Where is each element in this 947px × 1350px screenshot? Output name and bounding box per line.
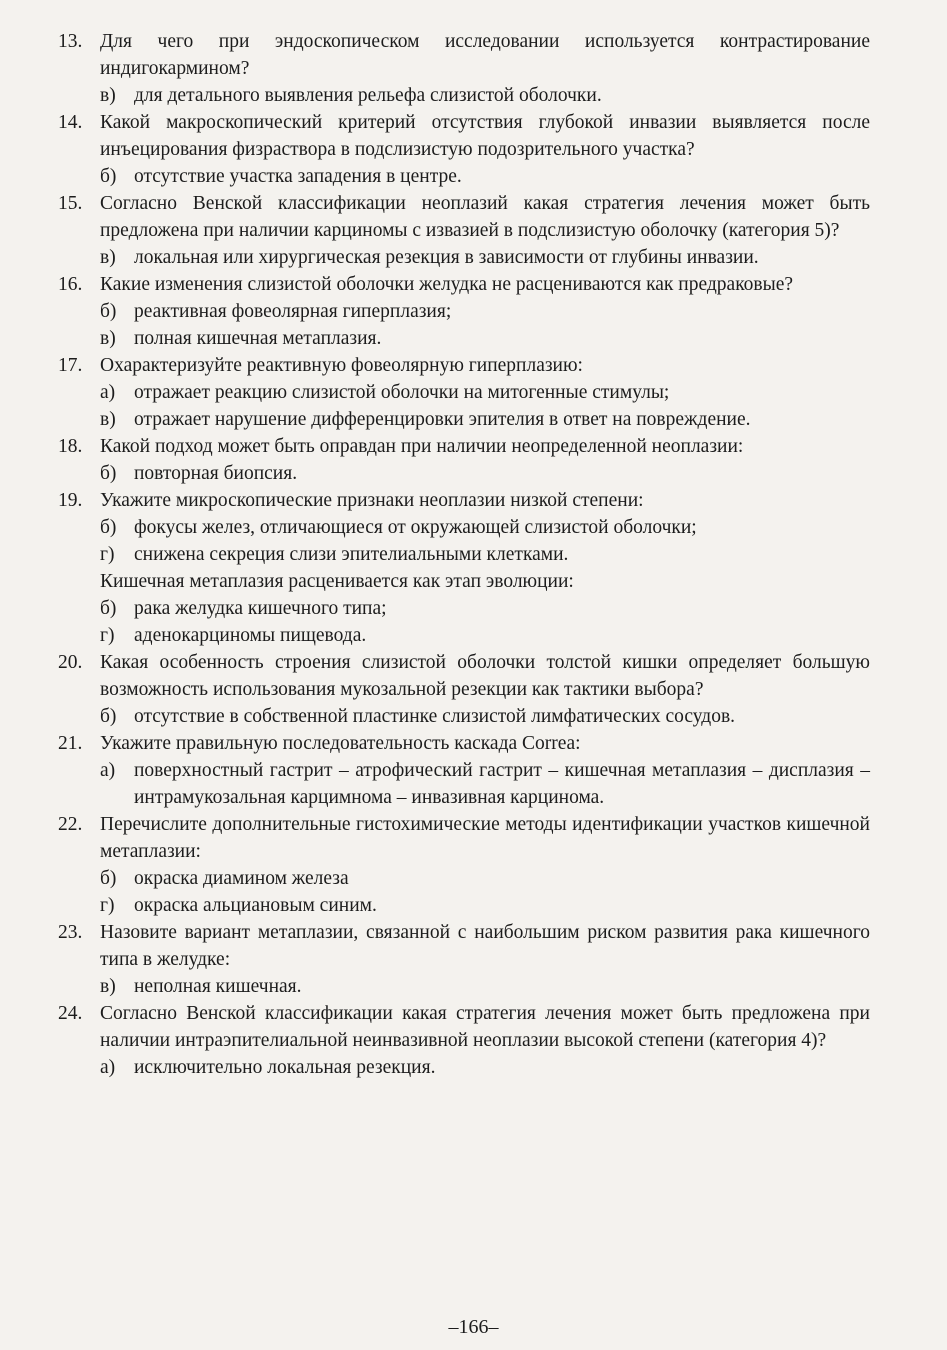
question-text: Для чего при эндоскопическом исследовании используется контрастирование индигокармином? <box>100 31 870 79</box>
question-text: Перечислите дополнительные гистохимические методы идентификации участков кишечной метаплазии: <box>100 814 870 862</box>
question-number: 21. <box>58 733 83 754</box>
answer-item <box>58 163 870 190</box>
answer-item <box>58 595 870 622</box>
question-item <box>58 28 870 82</box>
question-text: Какой подход может быть оправдан при наличии неопределенной неоплазии: <box>100 436 744 457</box>
question-item <box>58 811 870 865</box>
answer-item <box>58 865 870 892</box>
answer-text: снижена секреция слизи эпителиальными клетками. <box>134 544 569 565</box>
answer-letter: в) <box>100 409 116 430</box>
question-number: 20. <box>58 652 83 673</box>
answer-text: локальная или хирургическая резекция в зависимости от глубины инвазии. <box>134 247 759 268</box>
document-page <box>58 28 870 1081</box>
question-number: 24. <box>58 1003 83 1024</box>
answer-letter: а) <box>100 1057 116 1078</box>
question-item <box>58 190 870 244</box>
question-text: Укажите микроскопические признаки неоплазии низкой степени: <box>100 490 644 511</box>
answer-text: неполная кишечная. <box>134 976 302 997</box>
question-text: Согласно Венской классификации какая стратегия лечения может быть предложена при наличии интраэпителиальной неинвазивной неоплазии высокой степени (категория 4)? <box>100 1003 870 1051</box>
answer-text: отсутствие участка западения в центре. <box>134 166 462 187</box>
question-text: Какой макроскопический критерий отсутствия глубокой инвазии выявляется после инъецирования физраствора в подслизистую подозрительного участка? <box>100 112 870 160</box>
question-text: Согласно Венской классификации неоплазий какая стратегия лечения может быть предложена при наличии карциномы с извазией в подслизистую оболочку (категория 5)? <box>100 193 870 241</box>
question-number: 19. <box>58 490 83 511</box>
answer-item <box>58 514 870 541</box>
question-text: Укажите правильную последовательность каскада Correa: <box>100 733 581 754</box>
answer-text: отсутствие в собственной пластинке слизистой лимфатических сосудов. <box>134 706 736 727</box>
answer-letter: г) <box>100 625 115 646</box>
question-text: Охарактеризуйте реактивную фовеолярную гиперплазию: <box>100 355 583 376</box>
answer-text: исключительно локальная резекция. <box>134 1057 436 1078</box>
answer-item <box>58 757 870 811</box>
answer-item <box>58 1054 870 1081</box>
question-item <box>58 730 870 757</box>
question-item <box>58 433 870 460</box>
answer-item <box>58 973 870 1000</box>
answer-text: аденокарциномы пищевода. <box>134 625 367 646</box>
answer-letter: б) <box>100 706 117 727</box>
answer-text: окраска диамином железа <box>134 868 349 889</box>
answer-text: фокусы желез, отличающиеся от окружающей слизистой оболочки; <box>134 517 697 538</box>
question-item <box>58 1000 870 1054</box>
answer-letter: б) <box>100 166 117 187</box>
answer-letter: в) <box>100 328 116 349</box>
answer-letter: г) <box>100 544 115 565</box>
answer-letter: б) <box>100 517 117 538</box>
question-number: 22. <box>58 814 83 835</box>
answer-item <box>58 541 870 568</box>
question-number: 18. <box>58 436 83 457</box>
answer-item <box>58 703 870 730</box>
answer-text: повторная биопсия. <box>134 463 298 484</box>
question-list <box>58 28 870 1081</box>
answer-text: отражает нарушение дифференцировки эпителия в ответ на повреждение. <box>134 409 751 430</box>
question-text: Назовите вариант метаплазии, связанной с наибольшим риском развития рака кишечного типа в желудке: <box>100 922 870 970</box>
answer-letter: б) <box>100 463 117 484</box>
answer-text: реактивная фовеолярная гиперплазия; <box>134 301 452 322</box>
answer-letter: а) <box>100 382 116 403</box>
answer-text: рака желудка кишечного типа; <box>134 598 387 619</box>
answer-item <box>58 298 870 325</box>
question-item <box>58 271 870 298</box>
answer-text: отражает реакцию слизистой оболочки на митогенные стимулы; <box>134 382 670 403</box>
answer-text: поверхностный гастрит – атрофический гастрит – кишечная метаплазия – дисплазия – интрамукозальная карцимнома – инвазивная карцинома. <box>134 760 870 808</box>
answer-letter: в) <box>100 85 116 106</box>
answer-item <box>58 622 870 649</box>
answer-text: окраска альциановым синим. <box>134 895 377 916</box>
answer-item <box>58 325 870 352</box>
answer-item <box>58 460 870 487</box>
question-item <box>58 649 870 703</box>
question-number: 16. <box>58 274 83 295</box>
answer-letter: г) <box>100 895 115 916</box>
question-number: 14. <box>58 112 83 133</box>
question-number: 13. <box>58 31 83 52</box>
answer-item <box>58 379 870 406</box>
question-number: 23. <box>58 922 83 943</box>
question-text: Какие изменения слизистой оболочки желудка не расцениваются как предраковые? <box>100 274 794 295</box>
page-number: –166– <box>448 1316 499 1338</box>
question-number: 15. <box>58 193 83 214</box>
question-item <box>58 487 870 514</box>
answer-item <box>58 244 870 271</box>
answer-text: полная кишечная метаплазия. <box>134 328 382 349</box>
answer-letter: в) <box>100 247 116 268</box>
answer-item <box>58 406 870 433</box>
answer-letter: б) <box>100 598 117 619</box>
question-item <box>58 352 870 379</box>
answer-text: для детального выявления рельефа слизистой оболочки. <box>134 85 602 106</box>
question-item <box>58 919 870 973</box>
answer-letter: а) <box>100 760 116 781</box>
question-number: 17. <box>58 355 83 376</box>
answer-item <box>58 892 870 919</box>
question-item <box>58 109 870 163</box>
question-note: Кишечная метаплазия расценивается как этап эволюции: <box>100 571 574 592</box>
answer-item <box>58 82 870 109</box>
answer-letter: б) <box>100 301 117 322</box>
answer-letter: в) <box>100 976 116 997</box>
answer-letter: б) <box>100 868 117 889</box>
question-text: Какая особенность строения слизистой оболочки толстой кишки определяет большую возможность использования мукозальной резекции как тактики выбора? <box>100 652 870 700</box>
